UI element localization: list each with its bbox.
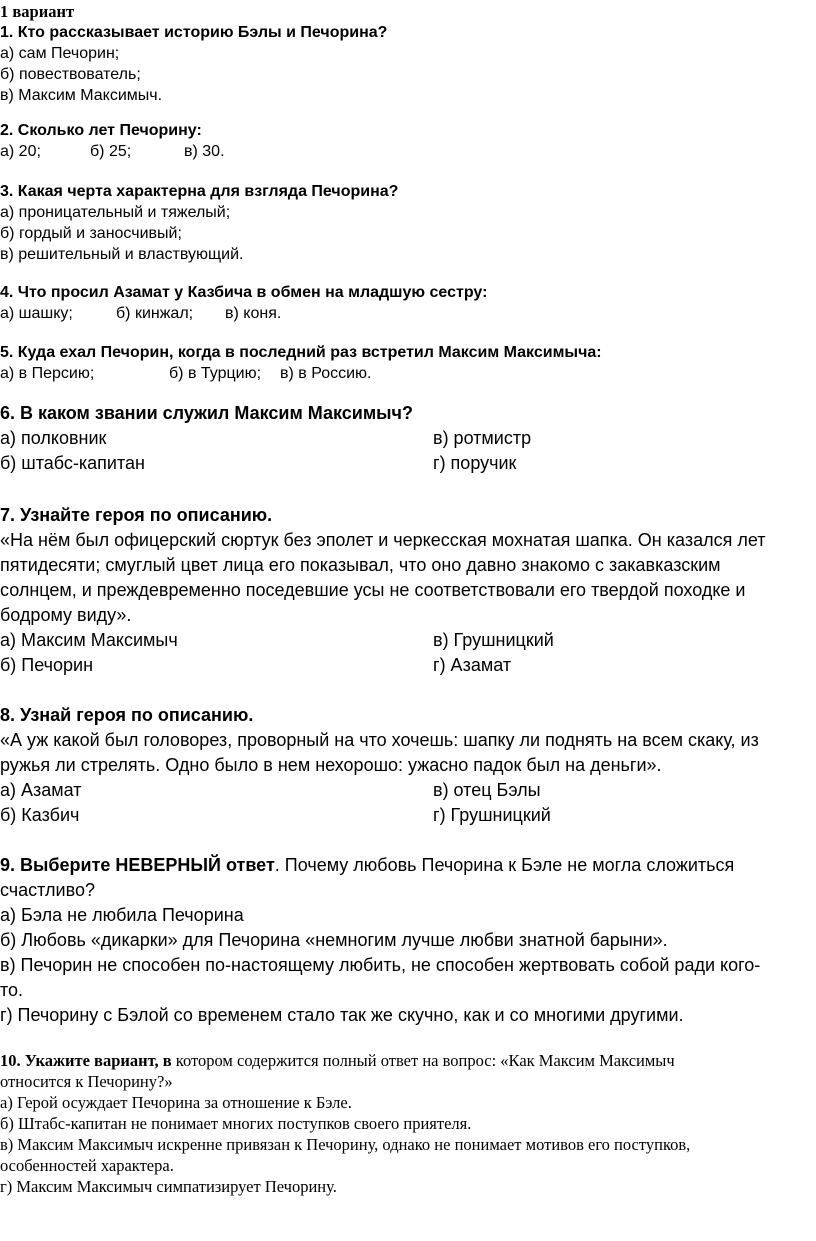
question-text: 5. Куда ехал Печорин, когда в последний раз встретил Максим Максимыча: [0,344,602,361]
question-text: 10. Укажите вариант, в котором содержится полный ответ на вопрос: «Как Максим Максимыч [0,1051,675,1070]
option-row [0,653,816,678]
question-text: 3. Какая черта характерна для взгляда Печорина? [0,183,399,200]
question-6 [0,401,816,476]
question-2 [0,120,225,162]
question-5 [0,342,602,384]
option: а) проницательный и тяжелый; [0,204,231,221]
option: в) ротмистр [433,428,532,448]
option: а) Бэла не любила Печорина [0,905,244,925]
quote-line: «А уж какой был головорез, проворный на что хочешь: шапку ли поднять на всем скаку, из [0,730,759,750]
quote-line: пятидесяти; смуглый цвет лица его показывал, что оно давно знакомо с закавказским [0,555,721,575]
option-row [0,803,816,828]
question-1 [0,22,387,106]
option: а) Азамат [0,780,82,800]
question-text: 8. Узнай героя по описанию. [0,705,254,725]
option: в) Печорин не способен по-настоящему любить, не способен жертвовать собой ради кого- [0,955,761,975]
quote-line: бодрому виду». [0,605,132,625]
option: б) Казбич [0,805,80,825]
option: б) Штабс-капитан не понимает многих поступков своего приятеля. [0,1114,472,1133]
option: б) в Турцию; [169,365,262,382]
option: а) Максим Максимыч [0,630,178,650]
option: г) Азамат [433,655,512,675]
option-row [0,426,816,451]
option: в) отец Бэлы [433,780,541,800]
quote-line: ружья ли стрелять. Одно было в нем нехорошо: ужасно падок был на деньги». [0,755,662,775]
option-cont: то. [0,980,24,1000]
option: а) Герой осуждает Печорина за отношение к Бэле. [0,1093,352,1112]
option: а) шашку; [0,305,73,322]
option-row [0,303,487,324]
question-text: 1. Кто рассказывает историю Бэлы и Печорина? [0,24,388,41]
option: б) Печорин [0,655,94,675]
option-row [0,451,816,476]
option: б) кинжал; [116,305,194,322]
question-7 [0,503,816,678]
question-3 [0,181,398,265]
option: г) поручик [433,453,517,473]
option: в) Грушницкий [433,630,554,650]
question-9 [0,853,816,1028]
quote-line: солнцем, и преждевременно поседевшие усы не соответствовали его твердой походке и [0,580,746,600]
option: а) сам Печорин; [0,45,120,62]
option: б) 25; [90,143,132,160]
question-10 [0,1050,816,1197]
variant-heading: 1 вариант [0,2,75,21]
option-row [0,628,816,653]
question-text: 2. Сколько лет Печорину: [0,122,202,139]
question-text: 7. Узнайте героя по описанию. [0,505,273,525]
option-row [0,363,602,384]
option: в) решительный и властвующий. [0,246,244,263]
option: в) коня. [225,305,282,322]
question-text: 9. Выберите НЕВЕРНЫЙ ответ. Почему любовь Печорина к Бэле не могла сложиться [0,855,735,875]
question-text: 4. Что просил Азамат у Казбича в обмен на младшую сестру: [0,284,488,301]
option-row [0,141,225,162]
option-cont: особенностей характера. [0,1156,174,1175]
question-text-cont: относится к Печорину?» [0,1072,173,1091]
option: а) в Персию; [0,365,95,382]
option: в) Максим Максимыч искренне привязан к Печорину, однако не понимает мотивов его поступков, [0,1135,691,1154]
option-row [0,778,816,803]
question-text-cont: счастливо? [0,880,95,900]
option: а) полковник [0,428,107,448]
quote-line: «На нём был офицерский сюртук без эполет и черкесская мохнатая шапка. Он казался лет [0,530,766,550]
option: б) повествователь; [0,66,141,83]
option: а) 20; [0,143,41,160]
question-text: 6. В каком звании служил Максим Максимыч? [0,403,413,423]
option: в) Максим Максимыч. [0,87,163,104]
option: г) Грушницкий [433,805,551,825]
option: в) в Россию. [280,365,372,382]
option: б) штабс-капитан [0,453,145,473]
option: б) Любовь «дикарки» для Печорина «немногим лучше любви знатной барыни». [0,930,668,950]
option: в) 30. [184,143,225,160]
question-4 [0,282,487,324]
option: б) гордый и заносчивый; [0,225,182,242]
question-8 [0,703,816,828]
option: г) Печорину с Бэлой со временем стало так же скучно, как и со многими другими. [0,1005,684,1025]
option: г) Максим Максимыч симпатизирует Печорину. [0,1177,337,1196]
